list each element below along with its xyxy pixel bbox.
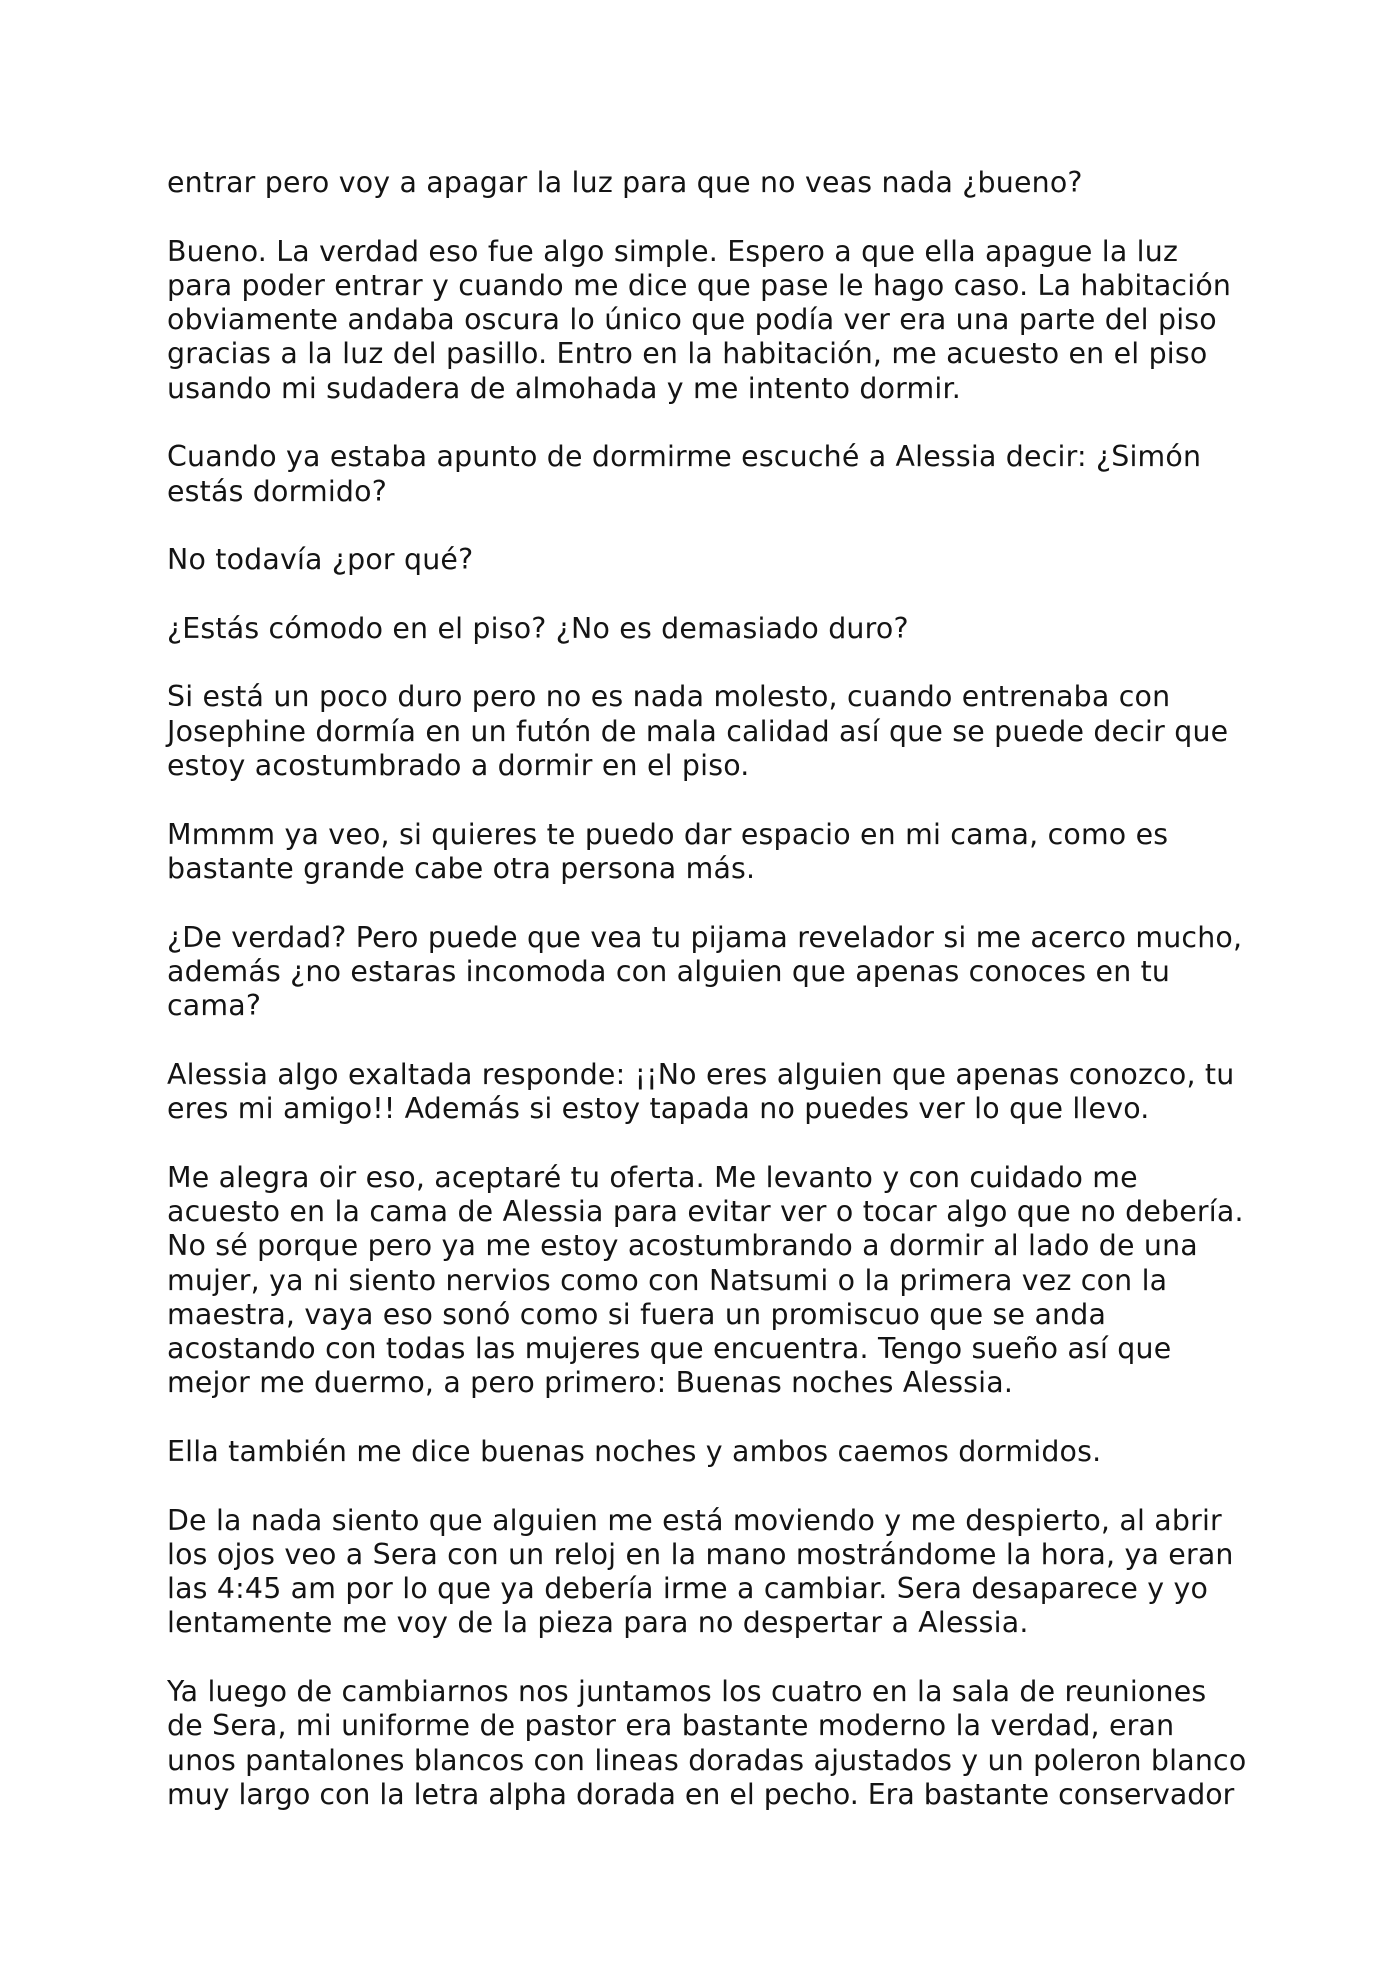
- text-line: mejor me duermo, a pero primero: Buenas noches Alessia.: [167, 1366, 1014, 1400]
- text-line: No sé porque pero ya me estoy acostumbrando a dormir al lado de una: [167, 1229, 1198, 1263]
- text-line: para poder entrar y cuando me dice que pase le hago caso. La habitación: [167, 268, 1232, 302]
- text-line: unos pantalones blancos con lineas doradas ajustados y un poleron blanco: [167, 1743, 1247, 1777]
- text-line: ¿De verdad? Pero puede que vea tu pijama revelador si me acerco mucho,: [167, 920, 1243, 954]
- text-line: Si está un poco duro pero no es nada molesto, cuando entrenaba con: [167, 680, 1171, 714]
- document-page: [167, 166, 1247, 1847]
- text-line: muy largo con la letra alpha dorada en el pecho. Era bastante conservador: [167, 1777, 1235, 1811]
- paragraph: [167, 543, 1247, 577]
- text-line: acuesto en la cama de Alessia para evitar ver o tocar algo que no debería.: [167, 1194, 1244, 1228]
- text-line: ¿Estás cómodo en el piso? ¿No es demasiado duro?: [167, 611, 909, 645]
- text-line: usando mi sudadera de almohada y me intento dormir.: [167, 371, 961, 405]
- paragraph: [167, 1435, 1247, 1469]
- text-line: Josephine dormía en un futón de mala calidad así que se puede decir que: [167, 714, 1229, 748]
- text-line: gracias a la luz del pasillo. Entro en la habitación, me acuesto en el piso: [167, 337, 1208, 371]
- text-line: obviamente andaba oscura lo único que podía ver era una parte del piso: [167, 303, 1217, 337]
- text-line: estoy acostumbrado a dormir en el piso.: [167, 749, 750, 783]
- paragraph: [167, 1675, 1247, 1812]
- text-line: cama?: [167, 989, 262, 1023]
- text-line: Me alegra oir eso, aceptaré tu oferta. Me levanto y con cuidado me: [167, 1160, 1138, 1194]
- paragraph: [167, 1504, 1247, 1641]
- text-line: además ¿no estaras incomoda con alguien que apenas conoces en tu: [167, 954, 1171, 988]
- text-line: los ojos veo a Sera con un reloj en la mano mostrándome la hora, ya eran: [167, 1537, 1234, 1571]
- text-line: Ya luego de cambiarnos nos juntamos los cuatro en la sala de reuniones: [167, 1675, 1207, 1709]
- text-line: Ella también me dice buenas noches y ambos caemos dormidos.: [167, 1434, 1102, 1468]
- paragraph: [167, 235, 1247, 406]
- text-line: Alessia algo exaltada responde: ¡¡No eres alguien que apenas conozco, tu: [167, 1057, 1235, 1091]
- text-line: bastante grande cabe otra persona más.: [167, 851, 756, 885]
- paragraph: [167, 166, 1247, 200]
- text-line: estás dormido?: [167, 474, 387, 508]
- paragraph: [167, 440, 1247, 509]
- text-line: Bueno. La verdad eso fue algo simple. Espero a que ella apague la luz: [167, 234, 1179, 268]
- text-line: maestra, vaya eso sonó como si fuera un promiscuo que se anda: [167, 1297, 1107, 1331]
- paragraph: [167, 921, 1247, 1024]
- text-line: lentamente me voy de la pieza para no despertar a Alessia.: [167, 1606, 1029, 1640]
- text-line: eres mi amigo!! Además si estoy tapada no puedes ver lo que llevo.: [167, 1092, 1150, 1126]
- paragraph: [167, 612, 1247, 646]
- text-line: De la nada siento que alguien me está moviendo y me despierto, al abrir: [167, 1503, 1222, 1537]
- text-line: acostando con todas las mujeres que encuentra. Tengo sueño así que: [167, 1332, 1172, 1366]
- text-line: Cuando ya estaba apunto de dormirme escuché a Alessia decir: ¿Simón: [167, 440, 1202, 474]
- paragraph: [167, 818, 1247, 887]
- paragraph: [167, 680, 1247, 783]
- text-line: No todavía ¿por qué?: [167, 543, 474, 577]
- text-line: entrar pero voy a apagar la luz para que no veas nada ¿bueno?: [167, 166, 1083, 199]
- text-line: las 4:45 am por lo que ya debería irme a cambiar. Sera desaparece y yo: [167, 1572, 1209, 1606]
- text-line: Mmmm ya veo, si quieres te puedo dar espacio en mi cama, como es: [167, 817, 1169, 851]
- text-line: mujer, ya ni siento nervios como con Natsumi o la primera vez con la: [167, 1263, 1168, 1297]
- paragraph: [167, 1058, 1247, 1127]
- paragraph: [167, 1161, 1247, 1401]
- text-line: de Sera, mi uniforme de pastor era bastante moderno la verdad, eran: [167, 1709, 1175, 1743]
